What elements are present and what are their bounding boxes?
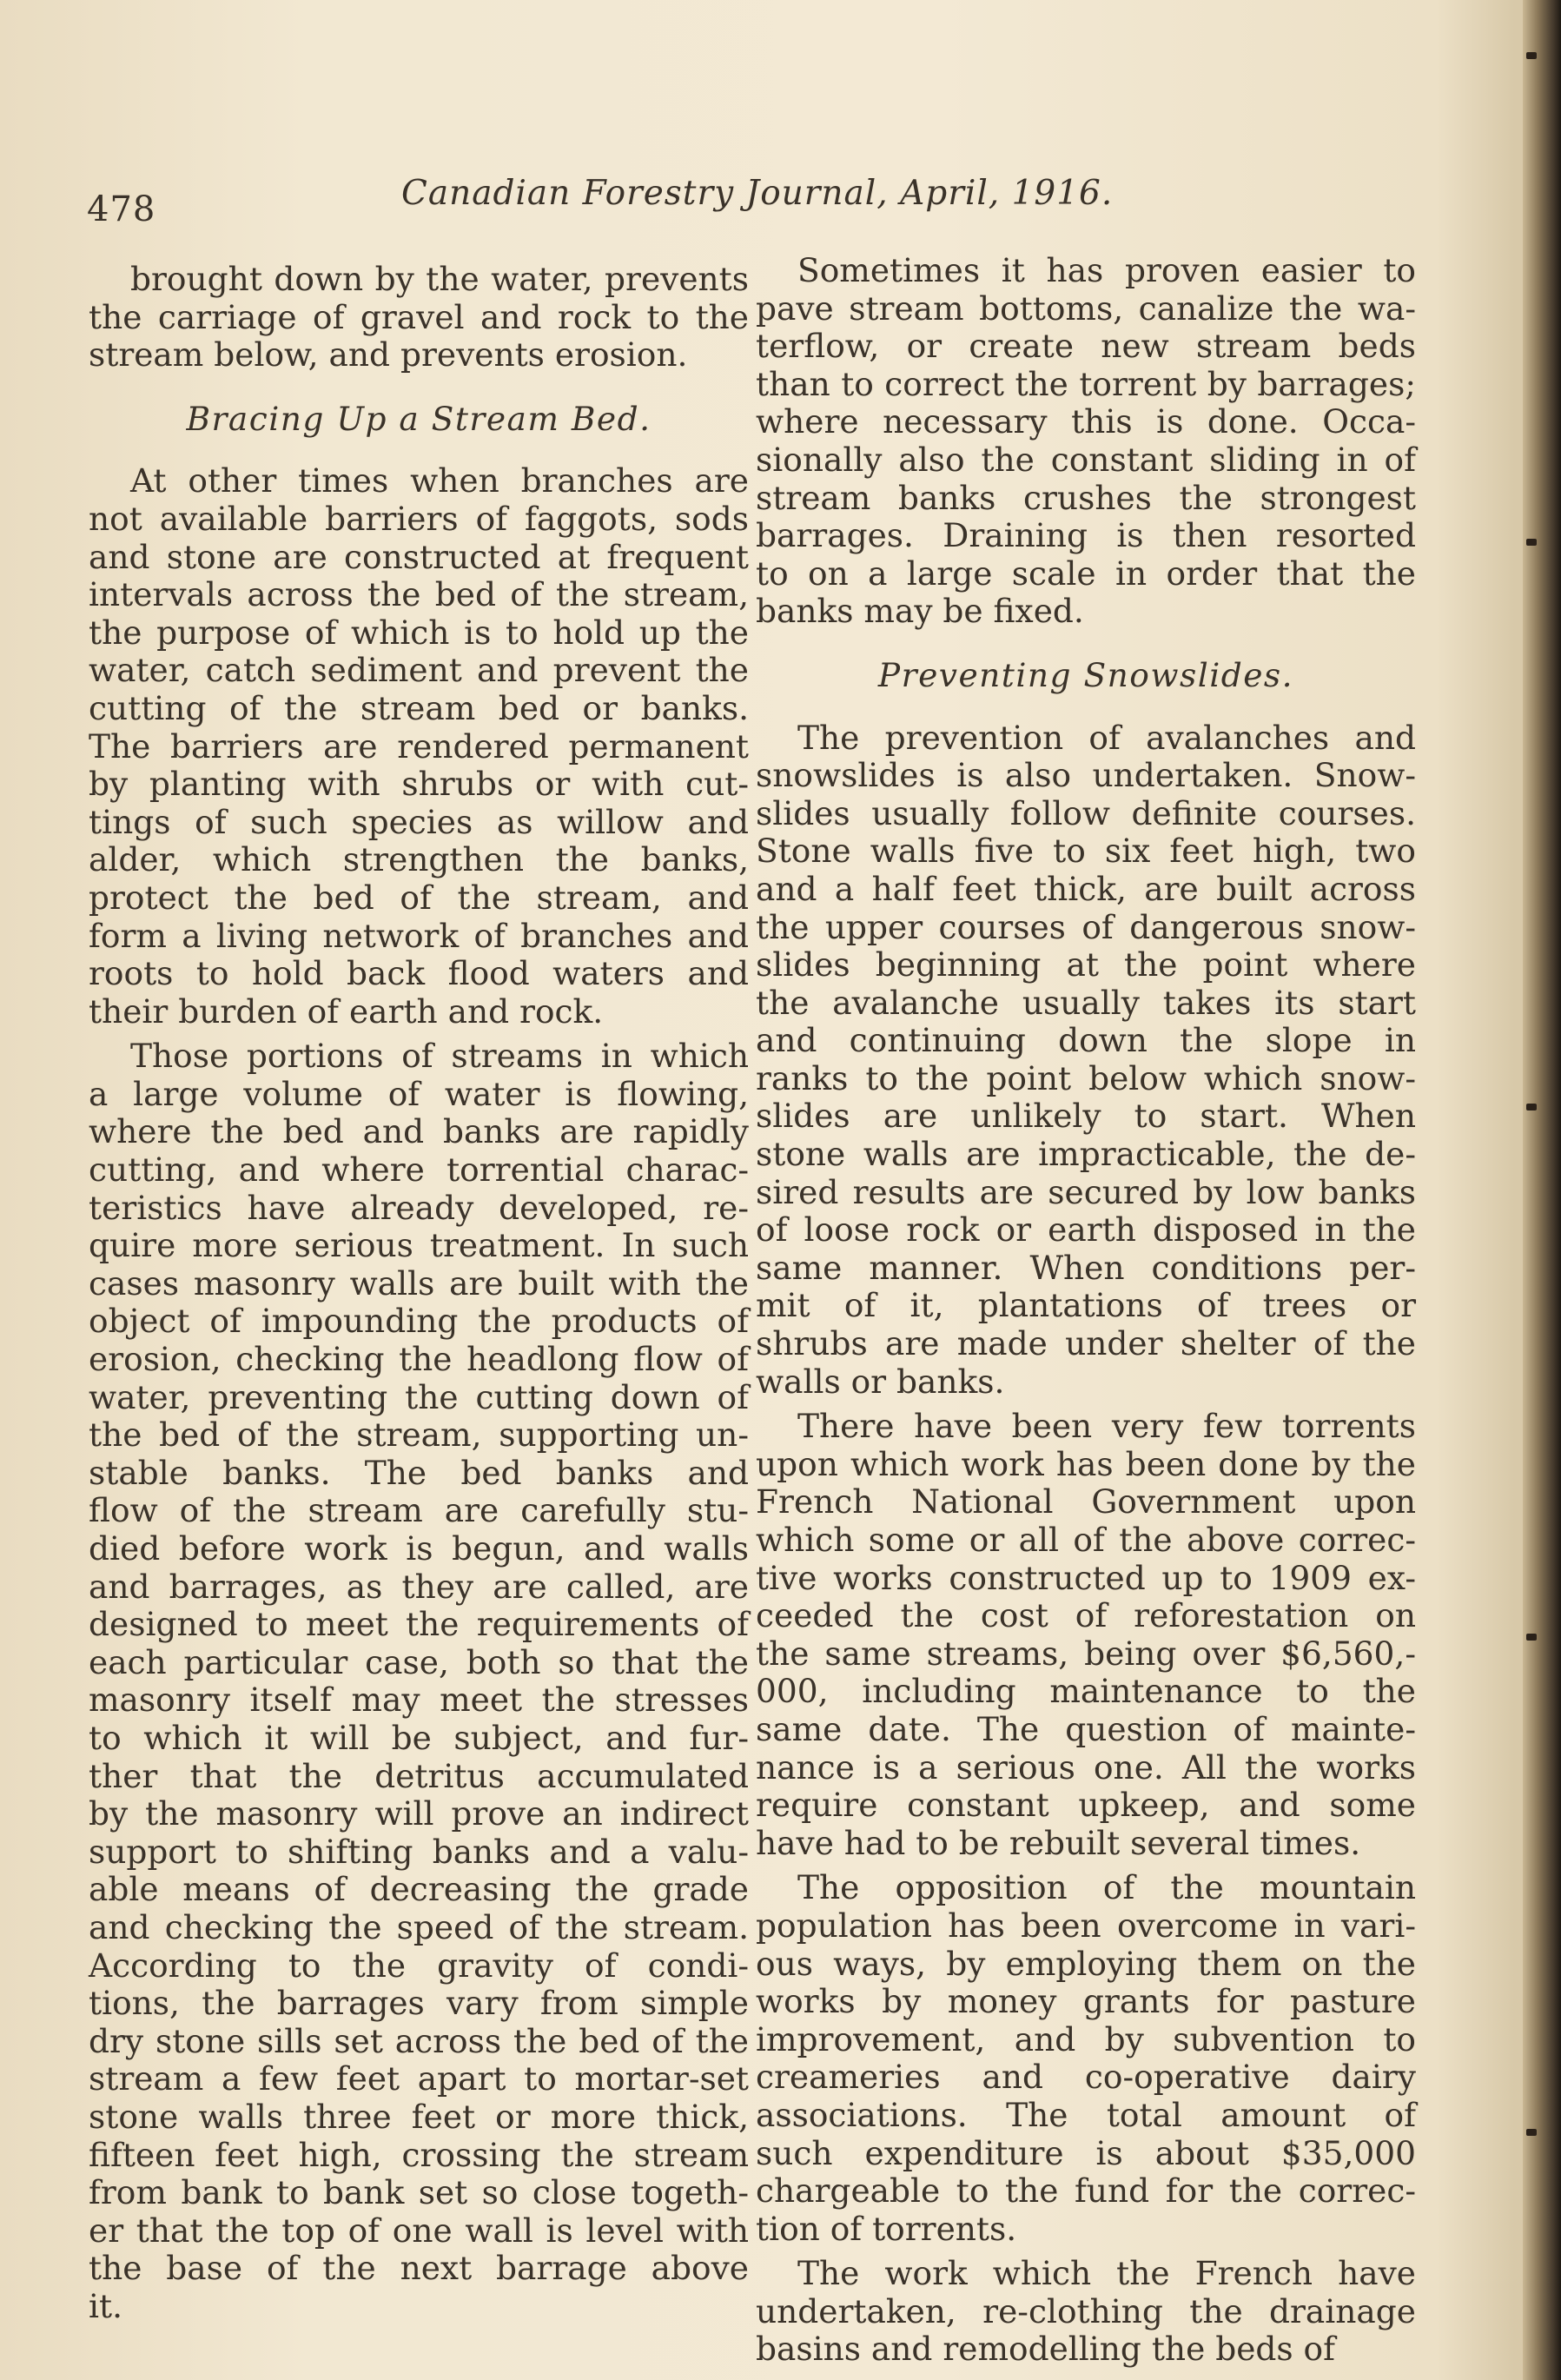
paragraph <box>89 1038 749 2325</box>
text-line: masonry itself may meet the stresses <box>89 1681 749 1720</box>
text-line: stream banks crushes the strongest <box>756 478 1416 517</box>
text-line: stream a few feet apart to mortar-set <box>89 2059 749 2098</box>
text-line: to on a large scale in order that the <box>756 554 1416 593</box>
text-line: basins and remodelling the beds of <box>756 2330 1336 2369</box>
text-line: banks may be fixed. <box>756 592 1084 631</box>
text-line: 000, including maintenance to the <box>756 1672 1416 1711</box>
binding-mark <box>1526 1634 1537 1641</box>
text-line: cutting of the stream bed or banks. <box>89 688 749 727</box>
text-line: to which it will be subject, and fur- <box>89 1718 749 1757</box>
text-line: population has been overcome in vari- <box>756 1906 1416 1945</box>
text-line: ceeded the cost of reforestation on <box>756 1596 1416 1635</box>
text-line: pave stream bottoms, canalize the wa- <box>756 288 1416 328</box>
text-line: slides usually follow definite courses. <box>756 793 1416 832</box>
text-line: dry stone sills set across the bed of the <box>89 2021 749 2060</box>
text-line: quire more serious treatment. In such <box>89 1226 749 1265</box>
text-line: cases masonry walls are built with the <box>89 1263 749 1303</box>
paragraph <box>89 462 749 1031</box>
text-line: upon which work has been done by the <box>756 1444 1416 1483</box>
text-line: ther that the detritus accumulated <box>89 1756 749 1795</box>
text-line: support to shifting banks and a valu- <box>89 1832 749 1871</box>
text-line: and continuing down the slope in <box>756 1021 1416 1060</box>
text-line: and a half feet thick, are built across <box>756 869 1416 908</box>
text-line: the avalanche usually takes its start <box>756 983 1416 1022</box>
text-line: associations. The total amount of <box>756 2095 1416 2134</box>
text-line: the base of the next barrage above <box>89 2249 749 2288</box>
text-line: cutting, and where torrential charac- <box>89 1150 749 1190</box>
text-line: stone walls are impracticable, the de- <box>756 1135 1416 1174</box>
text-line: than to correct the torrent by barrages; <box>756 364 1416 403</box>
text-line: sired results are secured by low banks <box>756 1172 1416 1211</box>
text-line: walls or banks. <box>756 1362 1005 1401</box>
text-line: undertaken, re-clothing the drainage <box>756 2291 1416 2330</box>
text-line: ranks to the point below which snow- <box>756 1058 1416 1097</box>
text-line: sionally also the constant sliding in of <box>756 440 1416 479</box>
text-line: slides are unlikely to start. When <box>756 1097 1416 1136</box>
text-line: tion of torrents. <box>756 2209 1017 2248</box>
right-column <box>756 252 1416 2369</box>
text-line: the purpose of which is to hold up the <box>89 613 749 652</box>
paragraph <box>756 1408 1416 1862</box>
text-line: There have been very few torrents <box>797 1407 1416 1446</box>
book-spine-edge <box>1523 0 1561 2380</box>
text-line: French National Government upon <box>756 1482 1416 1521</box>
text-line: which some or all of the above correc- <box>756 1521 1416 1559</box>
text-line: works by money grants for pasture <box>756 1982 1416 2021</box>
text-line: same date. The question of mainte- <box>756 1709 1416 1748</box>
text-line: flow of the stream are carefully stu- <box>89 1491 749 1530</box>
text-line: by the masonry will prove an indirect <box>89 1794 749 1833</box>
text-line: alder, which strengthen the banks, <box>89 840 749 879</box>
page-number: 478 <box>87 189 156 229</box>
text-line: The work which the French have <box>797 2254 1416 2293</box>
text-line: According to the gravity of condi- <box>89 1946 749 1985</box>
text-line: the bed of the stream, supporting un- <box>89 1415 749 1455</box>
text-line: er that the top of one wall is level with <box>89 2211 749 2250</box>
text-line: mit of it, plantations of trees or <box>756 1286 1416 1325</box>
text-line: designed to meet the requirements of <box>89 1605 749 1644</box>
text-line: it. <box>89 2286 122 2325</box>
text-line: barrages. Draining is then resorted <box>756 516 1416 555</box>
text-line: The opposition of the mountain <box>797 1868 1416 1907</box>
text-line: brought down by the water, prevents <box>130 260 749 298</box>
text-line: ous ways, by employing them on the <box>756 1944 1416 1983</box>
binding-mark <box>1526 1104 1537 1110</box>
text-line: the upper courses of dangerous snow- <box>756 907 1416 946</box>
text-line: shrubs are made under shelter of the <box>756 1324 1416 1363</box>
text-line: died before work is begun, and walls <box>89 1529 749 1568</box>
text-line: teristics have already developed, re- <box>89 1188 749 1227</box>
text-line: chargeable to the fund for the correc- <box>756 2171 1416 2211</box>
text-line: have had to be rebuilt several times. <box>756 1823 1361 1862</box>
text-line: same manner. When conditions per- <box>756 1248 1416 1287</box>
paragraph <box>756 1869 1416 2248</box>
text-line: a large volume of water is flowing, <box>89 1074 749 1113</box>
text-line: not available barriers of faggots, sods <box>89 499 749 538</box>
text-line: intervals across the bed of the stream, <box>89 575 749 614</box>
text-line: such expenditure is about $35,000 <box>756 2133 1416 2172</box>
text-line: of loose rock or earth disposed in the <box>756 1210 1416 1250</box>
text-line: where necessary this is done. Occa- <box>756 402 1416 441</box>
text-line: The prevention of avalanches and <box>797 718 1416 757</box>
text-line: and checking the speed of the stream. <box>89 1907 749 1946</box>
section-heading: Preventing Snowslides. <box>877 655 1294 694</box>
paragraph <box>756 2255 1416 2369</box>
text-line: water, preventing the cutting down of <box>89 1377 749 1416</box>
paragraph <box>89 261 749 375</box>
text-line: tions, the barrages vary from simple <box>89 1984 749 2023</box>
text-line: creameries and co-operative dairy <box>756 2058 1416 2097</box>
section-heading: Bracing Up a Stream Bed. <box>186 399 652 438</box>
text-line: tings of such species as willow and <box>89 802 749 841</box>
binding-mark <box>1526 52 1537 59</box>
text-line: from bank to bank set so close togeth- <box>89 2173 749 2212</box>
text-line: improvement, and by subvention to <box>756 2019 1416 2058</box>
text-line: object of impounding the products of <box>89 1302 749 1341</box>
text-line: The barriers are rendered permanent <box>89 726 749 766</box>
text-line: snowslides is also undertaken. Snow- <box>756 756 1416 795</box>
text-line: stable banks. The bed banks and <box>89 1453 749 1492</box>
binding-mark <box>1526 539 1537 546</box>
paragraph <box>756 719 1416 1402</box>
text-line: nance is a serious one. All the works <box>756 1747 1416 1787</box>
text-line: protect the bed of the stream, and <box>89 878 749 917</box>
text-line: Sometimes it has proven easier to <box>797 251 1416 289</box>
text-line: require constant upkeep, and some <box>756 1786 1416 1825</box>
text-line: the same streams, being over $6,560,- <box>756 1634 1416 1673</box>
text-line: by planting with shrubs or with cut- <box>89 765 749 804</box>
text-line: water, catch sediment and prevent the <box>89 651 749 690</box>
text-line: able means of decreasing the grade <box>89 1870 749 1909</box>
text-line: where the bed and banks are rapidly <box>89 1112 749 1151</box>
text-line: the carriage of gravel and rock to the <box>89 297 749 336</box>
text-line: roots to hold back flood waters and <box>89 954 749 993</box>
text-line: tive works constructed up to 1909 ex- <box>756 1558 1416 1597</box>
text-line: and stone are constructed at frequent <box>89 537 749 576</box>
left-column <box>89 261 749 2325</box>
text-line: and barrages, as they are called, are <box>89 1567 749 1606</box>
text-line: slides beginning at the point where <box>756 945 1416 984</box>
text-line: fifteen feet high, crossing the stream <box>89 2135 749 2174</box>
text-line: stream below, and prevents erosion. <box>89 335 688 375</box>
text-line: each particular case, both so that the <box>89 1642 749 1681</box>
text-line: their burden of earth and rock. <box>89 991 604 1031</box>
text-line: Those portions of streams in which <box>130 1037 749 1076</box>
paragraph <box>756 252 1416 631</box>
text-line: erosion, checking the headlong flow of <box>89 1340 749 1379</box>
text-line: Stone walls five to six feet high, two <box>756 832 1416 871</box>
text-line: terflow, or create new stream beds <box>756 327 1416 366</box>
binding-mark <box>1526 2129 1537 2136</box>
text-line: form a living network of branches and <box>89 916 749 955</box>
text-line: At other times when branches are <box>130 461 749 501</box>
running-title: Canadian Forestry Journal, April, 1916. <box>401 174 1114 213</box>
text-line: stone walls three feet or more thick, <box>89 2097 749 2136</box>
